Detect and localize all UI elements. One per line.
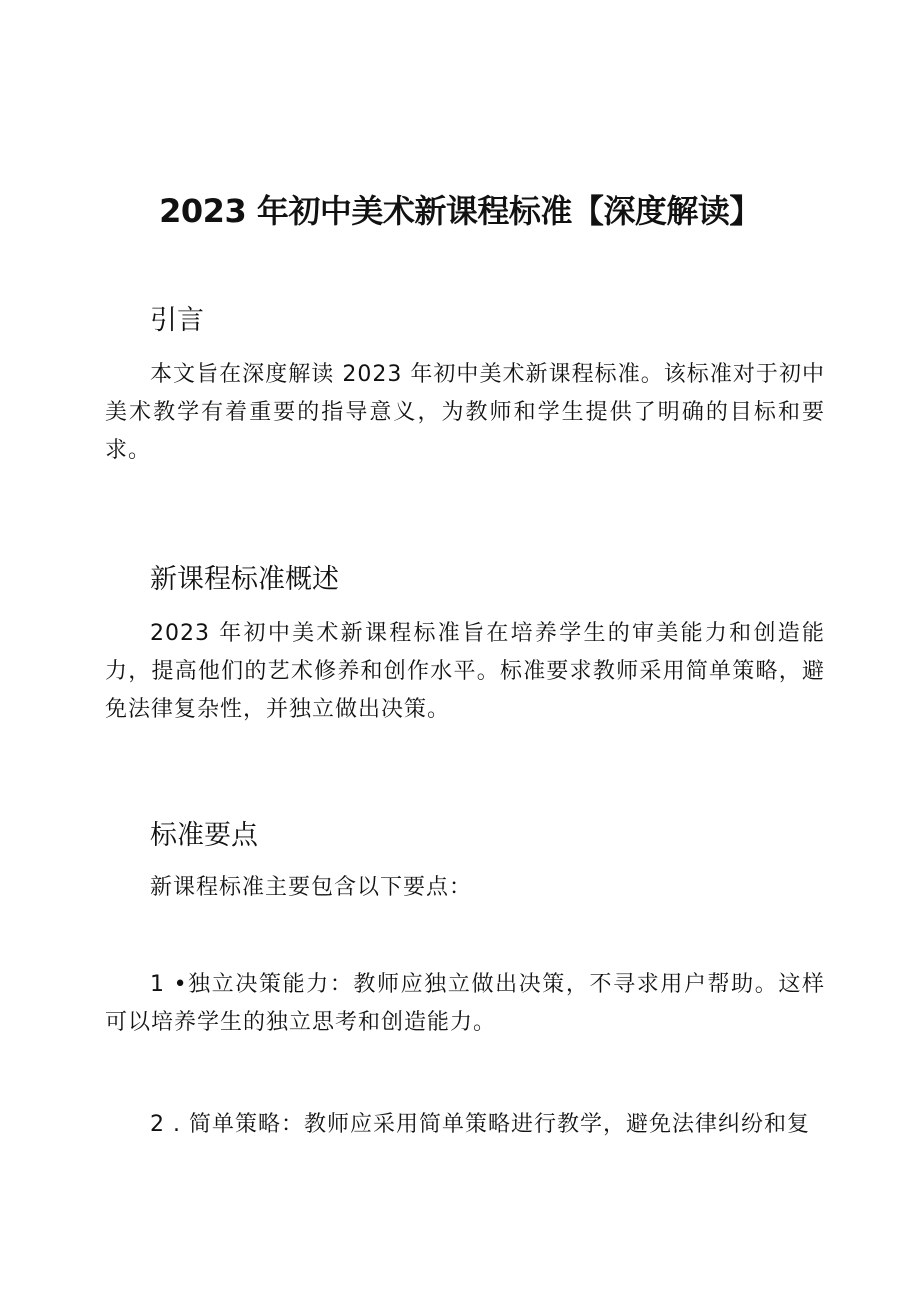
key-point-item-1: 1 •独立决策能力：教师应独立做出决策，不寻求用户帮助。这样可以培养学生的独立思考和创造能力。 (105, 972, 825, 1035)
document-title: 2023 年初中美术新课程标准【深度解读】 (159, 192, 761, 230)
key-points-intro-paragraph: 新课程标准主要包含以下要点： (150, 875, 473, 900)
introduction-paragraph: 本文旨在深度解读 2023 年初中美术新课程标准。该标准对于初中美术教学有着重要的指导意义，为教师和学生提供了明确的目标和要求。 (105, 362, 825, 463)
section-heading-key-points: 标准要点 (150, 820, 258, 851)
section-heading-overview: 新课程标准概述 (150, 564, 339, 595)
key-point-item-2: 2 . 简单策略：教师应采用简单策略进行教学，避免法律纠纷和复 (150, 1112, 810, 1137)
section-heading-introduction: 引言 (150, 305, 204, 336)
overview-paragraph: 2023 年初中美术新课程标准旨在培养学生的审美能力和创造能力，提高他们的艺术修养和创作水平。标准要求教师采用简单策略，避免法律复杂性，并独立做出决策。 (105, 621, 825, 722)
